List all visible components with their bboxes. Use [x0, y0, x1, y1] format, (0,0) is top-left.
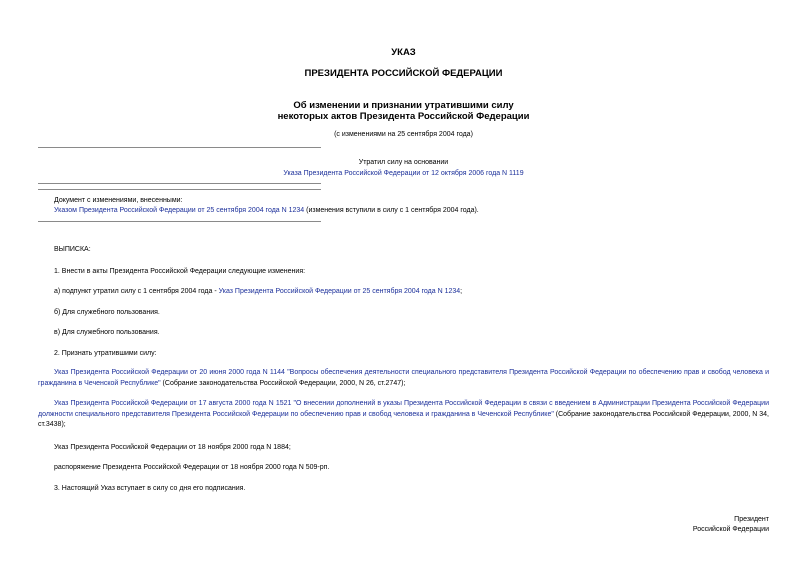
doc-subtitle-line1: Об изменении и признании утратившими силу — [293, 100, 514, 111]
item-1a-text: а) подпункт утратил силу с 1 сентября 2004 года - — [54, 288, 219, 295]
item-3: 3. Настоящий Указ вступает в силу со дня его подписания. — [54, 485, 246, 492]
issuer-title: ПРЕЗИДЕНТА РОССИЙСКОЙ ФЕДЕРАЦИИ — [304, 68, 503, 79]
item-2: 2. Признать утратившими силу: — [54, 350, 157, 357]
divider — [38, 189, 321, 190]
item-1: 1. Внести в акты Президента Российской Федерации следующие изменения: — [54, 268, 306, 275]
repealed-decree-1 — [38, 368, 769, 389]
divider — [38, 147, 321, 148]
repealed-decree-2 — [38, 399, 769, 431]
decree-2-text: (Собрание законодательства Российской Федерации, 2000, N 34, ст.3438); — [38, 410, 769, 428]
item-1v: в) Для служебного пользования. — [54, 329, 160, 336]
item-1b: б) Для служебного пользования. — [54, 309, 160, 316]
repealed-decree-3: Указ Президента Российской Федерации от 18 ноября 2000 года N 1884; — [54, 444, 291, 451]
amendments-link[interactable]: Указом Президента Российской Федерации от 25 сентября 2004 года N 1234 — [54, 207, 305, 214]
item-1a-end: ; — [460, 288, 463, 295]
decree-1-link[interactable]: Указ Президента Российской Федерации от 20 июня 2000 года N 1144 "Вопросы обеспечения деятельности специального представителя Президента Российской Федерации по обеспечению прав и свобод человека и гражданина в Чеченской Республике" — [38, 369, 769, 387]
item-1a — [54, 287, 462, 296]
decree-2-link[interactable]: Указ Президента Российской Федерации от 17 августа 2000 года N 1521 "О внесении дополнений в указы Президента Российской Федерации в связи с введением в Администрации Президента Российской Федерации должности специального представителя Президента Российской Федерации по обеспечению прав и свобод человека и гражданина в Чеченской Республике" — [38, 400, 769, 418]
amendments-label: Документ с изменениями, внесенными: — [54, 197, 183, 204]
signature-line2: Российской Федерации — [692, 526, 769, 533]
doc-type-title: УКАЗ — [391, 47, 416, 58]
decree-1-text: (Собрание законодательства Российской Федерации, 2000, N 26, ст.2747); — [160, 379, 406, 387]
repealed-order: распоряжение Президента Российской Федерации от 18 ноября 2000 года N 509-рп. — [54, 464, 330, 471]
divider — [38, 221, 321, 222]
signature-line1: Президент — [734, 516, 769, 523]
invalid-notice-link[interactable]: Указа Президента Российской Федерации от 12 октября 2006 года N 1119 — [283, 170, 524, 177]
amendments-note: (изменения вступили в силу с 1 сентября 2004 года). — [304, 207, 479, 214]
amended-note: (с изменениями на 25 сентября 2004 года) — [334, 131, 473, 138]
amendments-line — [54, 206, 479, 215]
invalid-notice-label: Утратил силу на основании — [358, 159, 449, 166]
divider — [38, 183, 321, 184]
doc-subtitle-line2: некоторых актов Президента Российской Федерации — [277, 111, 530, 122]
item-1a-link[interactable]: Указ Президента Российской Федерации от 25 сентября 2004 года N 1234 — [218, 288, 461, 295]
extract-heading: ВЫПИСКА: — [54, 246, 91, 253]
